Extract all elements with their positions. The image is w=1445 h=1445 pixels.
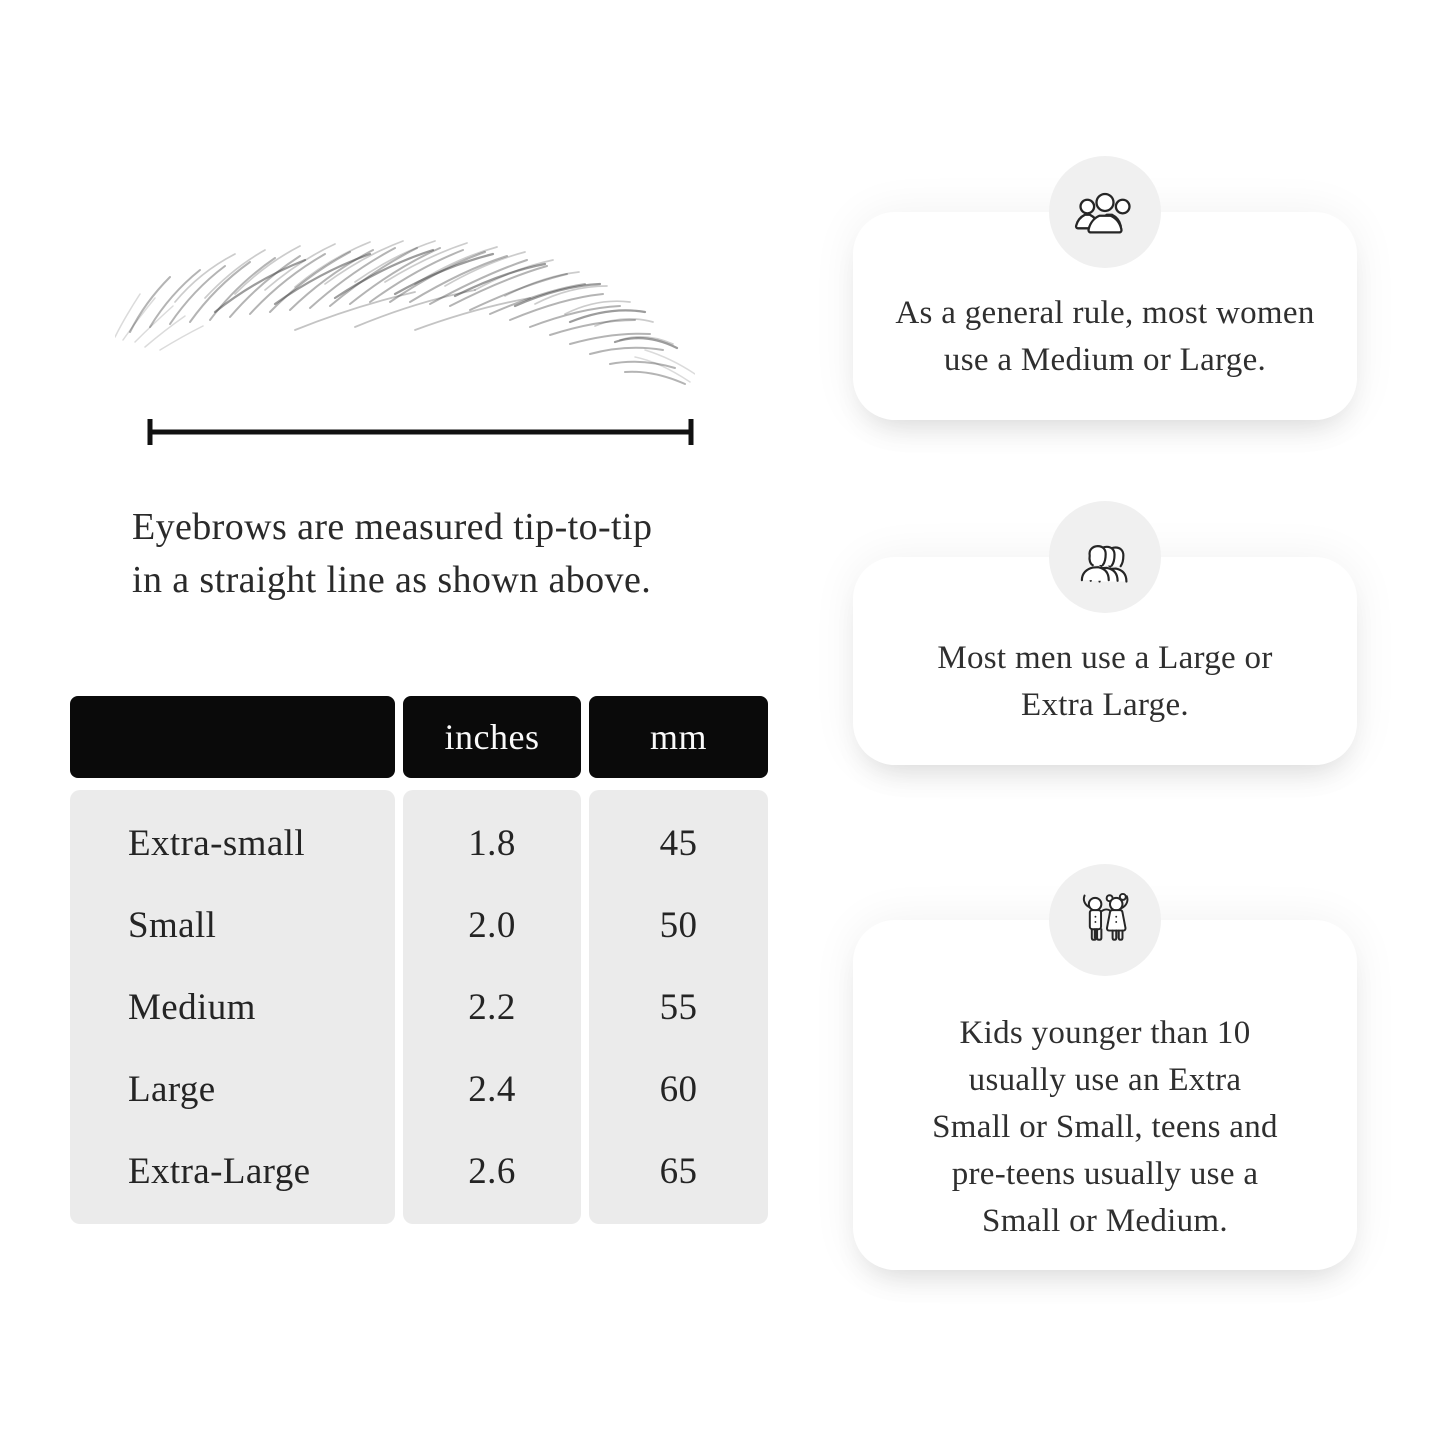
size-chart-table	[70, 696, 768, 1224]
tip-text-line: As a general rule, most women	[895, 295, 1315, 331]
eyebrow-hairs-drawing	[115, 232, 695, 402]
table-cell: 2.0	[468, 904, 516, 946]
caption-line-1: Eyebrows are measured tip-to-tip	[132, 506, 653, 548]
table-cell: 2.4	[468, 1068, 516, 1110]
table-cell: Large	[128, 1068, 216, 1110]
table-column-size	[70, 790, 395, 1224]
tip-text	[937, 635, 1272, 729]
table-cell: 1.8	[468, 822, 516, 864]
measurement-line	[147, 418, 694, 446]
eyebrow-illustration	[115, 232, 695, 402]
table-cell: 50	[659, 904, 698, 946]
tip-text-line: Small or Medium.	[982, 1202, 1228, 1239]
table-header-row	[70, 696, 768, 778]
table-cell: Medium	[128, 986, 256, 1028]
tip-card-women	[853, 212, 1357, 420]
header-cell-inches: inches	[403, 696, 581, 778]
header-cell-mm: mm	[589, 696, 768, 778]
tip-text-line: use a Medium or Large.	[943, 342, 1267, 378]
icon-circle	[1049, 864, 1161, 976]
tip-text-line: Extra Large.	[1021, 687, 1189, 723]
measurement-caption	[132, 501, 772, 607]
table-column-inches	[403, 790, 581, 1224]
children-icon	[1072, 889, 1138, 951]
table-cell: Extra-Large	[128, 1150, 311, 1192]
women-group-icon	[1071, 183, 1139, 241]
table-cell: 2.6	[468, 1150, 516, 1192]
table-cell: 45	[659, 822, 698, 864]
tip-card-kids	[853, 920, 1357, 1270]
table-cell: 2.2	[468, 986, 516, 1028]
icon-circle	[1049, 501, 1161, 613]
tip-card-men	[853, 557, 1357, 765]
table-column-mm	[589, 790, 768, 1224]
men-group-icon	[1071, 528, 1139, 586]
table-cell: 55	[659, 986, 698, 1028]
measurement-line-drawing	[147, 418, 694, 446]
header-cell-size	[70, 696, 395, 778]
caption-line-2: in a straight line as shown above.	[132, 559, 652, 601]
tip-text-line: usually use an Extra	[968, 1061, 1242, 1098]
tip-text	[895, 290, 1314, 384]
table-cell: 65	[659, 1150, 698, 1192]
table-body	[70, 790, 768, 1224]
table-cell: Extra-small	[128, 822, 306, 864]
tip-text	[932, 1010, 1278, 1245]
icon-circle	[1049, 156, 1161, 268]
table-cell: Small	[128, 904, 217, 946]
tip-text-line: pre-teens usually use a	[951, 1155, 1259, 1192]
table-cell: 60	[659, 1068, 698, 1110]
tip-text-line: Small or Small, teens and	[932, 1108, 1278, 1145]
tip-text-line: Most men use a Large or	[937, 640, 1273, 676]
tip-text-line: Kids younger than 10	[959, 1014, 1251, 1051]
